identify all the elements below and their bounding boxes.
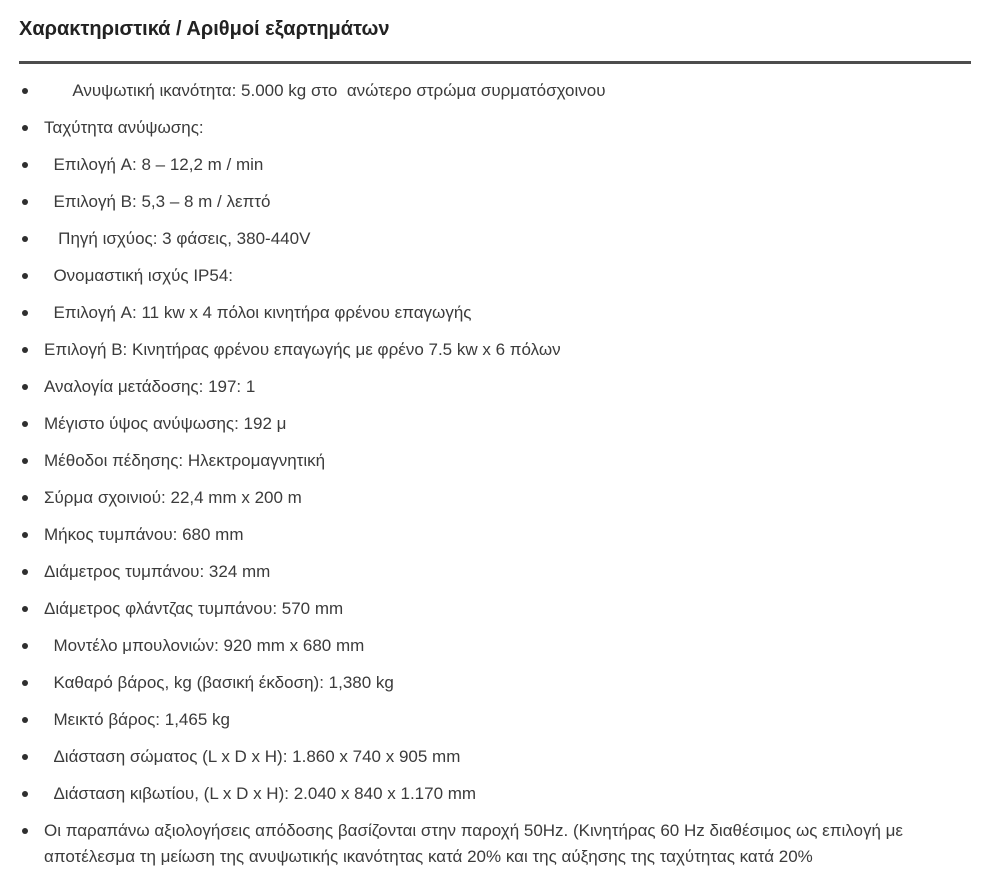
list-item bbox=[19, 411, 971, 437]
bullet-icon bbox=[22, 199, 28, 205]
list-item bbox=[19, 707, 971, 733]
list-item-text: Πηγή ισχύος: 3 φάσεις, 380-440V bbox=[44, 229, 311, 248]
list-item bbox=[19, 263, 971, 289]
bullet-icon bbox=[22, 384, 28, 390]
list-item-text: Μέγιστο ύψος ανύψωσης: 192 μ bbox=[44, 414, 287, 433]
list-item bbox=[19, 374, 971, 400]
divider bbox=[19, 61, 971, 64]
spec-list bbox=[19, 78, 971, 870]
list-item-text: Μεικτό βάρος: 1,465 kg bbox=[44, 710, 230, 729]
list-item bbox=[19, 189, 971, 215]
list-item-text: Επιλογή B: Κινητήρας φρένου επαγωγής με φρένο 7.5 kw x 6 πόλων bbox=[44, 340, 561, 359]
bullet-icon bbox=[22, 754, 28, 760]
list-item-text: Διάμετρος φλάντζας τυμπάνου: 570 mm bbox=[44, 599, 344, 618]
list-item-text: Μήκος τυμπάνου: 680 mm bbox=[44, 525, 244, 544]
bullet-icon bbox=[22, 458, 28, 464]
bullet-icon bbox=[22, 88, 28, 94]
bullet-icon bbox=[22, 717, 28, 723]
bullet-icon bbox=[22, 680, 28, 686]
list-item bbox=[19, 818, 971, 870]
list-item-text: Μέθοδοι πέδησης: Ηλεκτρομαγνητική bbox=[44, 451, 326, 470]
list-item bbox=[19, 559, 971, 585]
list-item-text: Διάσταση σώματος (L x D x H): 1.860 x 740 x 905 mm bbox=[44, 747, 461, 766]
list-item-text: Οι παραπάνω αξιολογήσεις απόδοσης βασίζονται στην παροχή 50Hz. (Κινητήρας 60 Hz διαθέσιμος ως επιλογή με αποτέλεσμα τη μείωση της ανυψωτικής ικανότητας κατά 20% και της αύξησης της ταχύτητας κατά 20% bbox=[44, 821, 908, 866]
bullet-icon bbox=[22, 532, 28, 538]
bullet-icon bbox=[22, 421, 28, 427]
list-item-text: Επιλογή A: 11 kw x 4 πόλοι κινητήρα φρένου επαγωγής bbox=[44, 303, 472, 322]
list-item bbox=[19, 152, 971, 178]
bullet-icon bbox=[22, 273, 28, 279]
list-item-text: Μοντέλο μπουλονιών: 920 mm x 680 mm bbox=[44, 636, 365, 655]
bullet-icon bbox=[22, 310, 28, 316]
list-item bbox=[19, 670, 971, 696]
list-item-text: Αναλογία μετάδοσης: 197: 1 bbox=[44, 377, 256, 396]
bullet-icon bbox=[22, 162, 28, 168]
list-item-text: Επιλογή B: 5,3 – 8 m / λεπτό bbox=[44, 192, 271, 211]
list-item bbox=[19, 596, 971, 622]
list-item bbox=[19, 781, 971, 807]
list-item bbox=[19, 226, 971, 252]
list-item bbox=[19, 337, 971, 363]
list-item bbox=[19, 522, 971, 548]
list-item-text: Διάσταση κιβωτίου, (L x D x H): 2.040 x 840 x 1.170 mm bbox=[44, 784, 477, 803]
page-title: Χαρακτηριστικά / Αριθμοί εξαρτημάτων bbox=[19, 18, 390, 40]
list-item-text: Επιλογή A: 8 – 12,2 m / min bbox=[44, 155, 264, 174]
list-item-text: Διάμετρος τυμπάνου: 324 mm bbox=[44, 562, 271, 581]
list-item-text: Ονομαστική ισχύς IP54: bbox=[44, 266, 234, 285]
list-item-text: Ταχύτητα ανύψωσης: bbox=[44, 118, 204, 137]
list-item bbox=[19, 448, 971, 474]
bullet-icon bbox=[22, 828, 28, 834]
list-item bbox=[19, 78, 971, 104]
list-item-text: Ανυψωτική ικανότητα: 5.000 kg στο ανώτερο στρώμα συρματόσχοινου bbox=[44, 81, 606, 100]
bullet-icon bbox=[22, 791, 28, 797]
bullet-icon bbox=[22, 569, 28, 575]
list-item bbox=[19, 115, 971, 141]
list-item bbox=[19, 300, 971, 326]
list-item bbox=[19, 633, 971, 659]
bullet-icon bbox=[22, 606, 28, 612]
list-item bbox=[19, 485, 971, 511]
bullet-icon bbox=[22, 125, 28, 131]
list-item bbox=[19, 744, 971, 770]
bullet-icon bbox=[22, 347, 28, 353]
bullet-icon bbox=[22, 236, 28, 242]
bullet-icon bbox=[22, 495, 28, 501]
list-item-text: Καθαρό βάρος, kg (βασική έκδοση): 1,380 kg bbox=[44, 673, 394, 692]
bullet-icon bbox=[22, 643, 28, 649]
list-item-text: Σύρμα σχοινιού: 22,4 mm x 200 m bbox=[44, 488, 302, 507]
